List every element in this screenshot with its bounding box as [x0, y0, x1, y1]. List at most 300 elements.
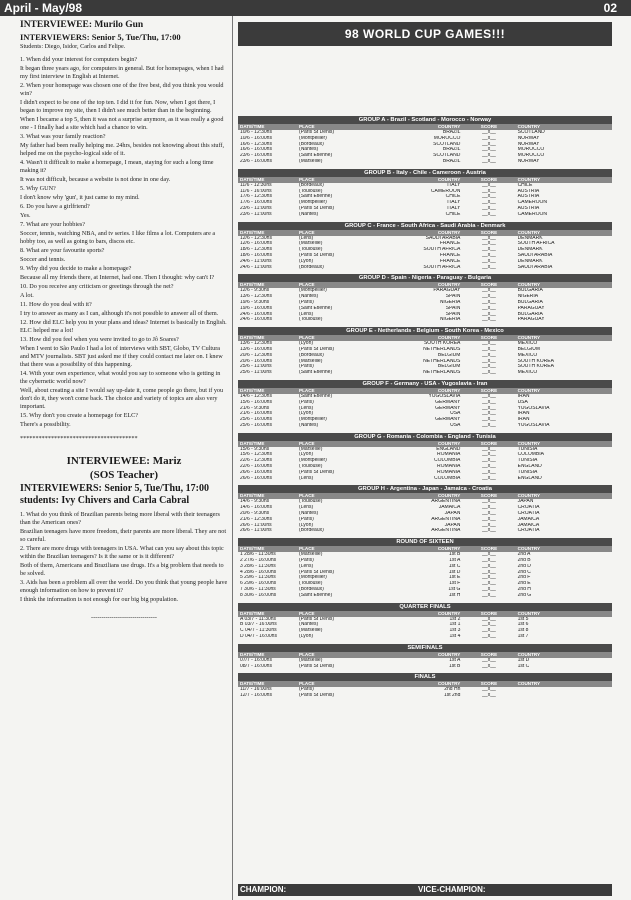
match-cell: 2nd D — [517, 563, 531, 569]
match-cell: 2nd E — [517, 581, 531, 587]
schedule-group — [238, 433, 612, 482]
match-cell: 25/6 - 16:00hs — [240, 422, 272, 428]
match-cell: __x__ — [482, 404, 496, 411]
match-cell: 12/6 - 12:30hs — [240, 235, 272, 241]
match-cell: NIGERIA — [439, 299, 461, 305]
interview1-paragraph: I don't know why 'gun', it just came to my mind. — [20, 194, 140, 201]
match-cell: 1st 4 — [449, 634, 461, 640]
match-cell: AUSTRIA — [517, 205, 540, 211]
match-cell: __x__ — [482, 463, 496, 470]
interview1-paragraph: It began three years ago, for computers in general. But for homepages, when I had my first interview in English at Internet. — [20, 65, 224, 80]
match-cell: COLOMBIA — [517, 452, 544, 458]
match-cell: __x__ — [482, 363, 496, 370]
match-cell: 1st 2nd — [443, 693, 461, 699]
interview1-paragraph: My father had been really helping me. 24hrs, besides not knowing about this stuff, helped me on the psycho-logical side of it. — [20, 142, 225, 157]
match-cell: 23/6 - 16:00hs — [240, 158, 272, 164]
column-header-cell: SCORE — [480, 176, 498, 182]
match-cell: 1st 5 — [517, 616, 529, 622]
interview1-paragraph: Soccer and tennis. — [20, 256, 66, 263]
match-cell: __x__ — [482, 627, 496, 634]
column-header-cell: PLACE — [299, 681, 315, 687]
column-header-cell: COUNTRY — [437, 651, 461, 657]
match-cell: C 04/7 - 11:30hs — [240, 628, 277, 634]
group-title: GROUP E - Netherlands - Belgium - South Korea - Mexico — [238, 327, 612, 335]
match-cell: IRAN — [517, 411, 530, 417]
column-header-cell: DATE/TIME — [240, 493, 265, 499]
match-cell: 25/6 - 11:00hs — [240, 370, 272, 376]
match-cell: (Montpellier) — [299, 288, 327, 294]
match-cell: 1 28/6 - 11:30hs — [240, 552, 276, 558]
match-cell: __x__ — [482, 591, 496, 598]
match-cell: (Paris St Denis) — [299, 130, 335, 135]
match-cell: 1st A — [449, 558, 461, 564]
interview1-paragraph: I didn't expect to be one of the top ten. I did it for fun. Now, when I got there, I began to improve my site, then I didn't see much better than in the beginning. — [20, 99, 216, 114]
match-cell: 24/6 - 16:00hs — [240, 317, 272, 323]
match-cell: SPAIN — [445, 305, 461, 311]
match-cell: 2nd H — [517, 587, 531, 593]
match-cell: NORWAY — [517, 135, 540, 141]
interview2-interviewers: INTERVIEWERS: Senior 5, Tue/Thu, 17:00 students: Ivy Chivers and Carla Cabral — [20, 483, 209, 506]
match-cell: 8 30/6 - 16:00hs — [240, 592, 277, 598]
match-cell: __x__ — [482, 498, 496, 505]
interview1-students: Students: Diego, Isidor, Carlos and Felipe. — [20, 43, 126, 50]
match-cell: (Bordeaux) — [299, 141, 324, 147]
schedule-tables — [238, 116, 612, 699]
match-cell: YUGOSLAVIA — [517, 405, 550, 411]
match-cell: 2nd G — [517, 592, 532, 598]
group-title: GROUP H - Argentina - Japan - Jamaica - Croatia — [238, 485, 612, 493]
group-title: ROUND OF SIXTEEN — [238, 538, 612, 546]
match-cell: SOUTH AFRICA — [517, 241, 555, 247]
match-cell: SPAIN — [445, 311, 461, 317]
match-row — [238, 159, 612, 165]
champion-bar — [238, 884, 612, 896]
match-cell: DENMARK — [517, 235, 543, 241]
column-header-cell: COUNTRY — [437, 282, 461, 288]
match-cell: SOUTH KOREA — [517, 358, 554, 364]
match-cell: (Paris St Denis) — [299, 616, 335, 622]
match-cell: __x__ — [482, 134, 496, 141]
match-cell: __x__ — [482, 568, 496, 575]
match-cell: 19/6 - 9:30hs — [240, 299, 270, 305]
match-cell: SCOTLAND — [517, 130, 545, 135]
interview1-paragraph: A lot. — [20, 292, 34, 299]
match-cell: MOROCCO — [433, 135, 461, 141]
schedule-group — [238, 116, 612, 165]
match-cell: ROMANIA — [437, 464, 461, 470]
match-cell: ENGLAND — [517, 475, 542, 481]
match-cell: TUNISIA — [517, 458, 538, 464]
match-cell: BRAZIL — [442, 147, 461, 153]
match-cell: (Nantes) — [299, 211, 319, 217]
match-cell: 26/6 - 11:00hs — [240, 522, 272, 528]
column-header-cell: SCORE — [480, 546, 498, 552]
match-cell: 26/6 - 11:00hs — [240, 528, 272, 534]
column-header-cell: DATE/TIME — [240, 681, 265, 687]
match-cell: SCOTLAND — [433, 141, 461, 147]
match-cell: 24/6 - 16:00hs — [240, 311, 272, 317]
column-header-cell: SCORE — [480, 387, 498, 393]
group-title: GROUP A - Brazil - Scotland - Morocco - Norway — [238, 116, 612, 124]
page-number: 02 — [603, 1, 617, 15]
match-cell: __x__ — [482, 527, 496, 534]
match-cell: (Nantes) — [299, 294, 319, 300]
column-header-cell: DATE/TIME — [240, 440, 265, 446]
match-cell: (Bordeaux) — [299, 352, 324, 358]
match-cell: 21/6 - 16:00hs — [240, 411, 272, 417]
match-cell: AUSTRIA — [517, 188, 540, 194]
match-cell: __x__ — [482, 586, 496, 593]
column-header-cell: DATE/TIME — [240, 229, 265, 235]
match-cell: __x__ — [482, 287, 496, 294]
match-cell: 7 30/6 - 11:30hs — [240, 587, 276, 593]
match-cell: (Toulouse) — [299, 188, 323, 194]
match-cell: TUNISIA — [517, 469, 538, 475]
match-cell: (Nantes) — [299, 147, 319, 153]
match-row — [238, 476, 612, 482]
section-divider: ************************************** — [20, 435, 138, 442]
match-row — [238, 634, 612, 640]
column-header-cell: DATE/TIME — [240, 546, 265, 552]
interview1-paragraph: It was not difficult, because a website is not done in one day. — [20, 176, 171, 183]
match-cell: (Bordeaux) — [299, 587, 324, 593]
match-cell: (Paris St Denis) — [299, 469, 335, 475]
match-row — [238, 528, 612, 534]
match-cell: __x__ — [482, 656, 496, 663]
match-cell: (Marseille) — [299, 657, 323, 663]
match-cell: 15/6 - 12:30hs — [240, 452, 272, 458]
match-cell: (Paris) — [299, 299, 314, 305]
column-header-cell: SCORE — [480, 229, 498, 235]
interview1-paragraph: 14. With your own experience, what would you say to someone who is getting in the cybernetic world now? — [20, 370, 221, 385]
schedule-group — [238, 327, 612, 376]
match-cell: (Toulouse) — [299, 499, 323, 505]
match-cell: PARAGUAY — [433, 288, 461, 294]
match-cell: SOUTH AFRICA — [423, 264, 461, 270]
match-cell: __x__ — [482, 263, 496, 270]
match-cell: SAUDI ARABIA — [517, 264, 553, 270]
match-cell: 2nd B — [517, 558, 531, 564]
group-title: FINALS — [238, 673, 612, 681]
column-header-cell: COUNTRY — [517, 681, 541, 687]
match-cell: __x__ — [482, 140, 496, 147]
column-header-cell: DATE/TIME — [240, 651, 265, 657]
interview1-paragraph: 5. Why GUN? — [20, 185, 56, 192]
match-cell: __x__ — [482, 316, 496, 323]
match-cell: 1st 2 — [449, 616, 461, 622]
match-cell: __x__ — [482, 392, 496, 399]
match-cell: (Lens) — [299, 563, 314, 569]
match-cell: (Lyon) — [299, 258, 314, 264]
match-cell: 14/6 - 16:00hs — [240, 505, 272, 511]
match-cell: DENMARK — [517, 258, 543, 264]
match-cell: JAPAN — [444, 522, 461, 528]
interviewee-label: INTERVIEWEE: — [20, 20, 92, 30]
match-cell: __x__ — [482, 304, 496, 311]
match-cell: 23/6 - 11:00hs — [240, 211, 272, 217]
interview1-paragraph: 3. What was your family reaction? — [20, 133, 106, 140]
group-title: SEMIFINALS — [238, 644, 612, 652]
column-header-cell: SCORE — [480, 124, 498, 129]
interview1-paragraph: There's a possibility. — [20, 421, 71, 428]
match-cell: (Paris St Denis) — [299, 346, 335, 352]
schedule-group — [238, 673, 612, 699]
match-cell: 1st 1 — [449, 622, 461, 628]
match-cell: (Toulouse) — [299, 464, 323, 470]
match-cell: 26/6 - 16:00hs — [240, 469, 272, 475]
match-cell: MEXICO — [517, 352, 538, 358]
match-cell: (Bordeaux) — [299, 264, 324, 270]
match-cell — [514, 693, 612, 699]
interview1-paragraph: 7. What are your hobbies? — [20, 221, 86, 228]
match-cell: (Paris St Denis) — [299, 252, 335, 258]
match-cell: 08/7 - 16:00hs — [240, 663, 272, 669]
match-cell: CAMEROON — [517, 211, 548, 217]
match-cell: __x__ — [482, 692, 496, 699]
match-cell: 13/6 - 16:00hs — [240, 346, 272, 352]
match-cell: __x__ — [482, 234, 496, 241]
group-title: QUARTER FINALS — [238, 603, 612, 611]
match-cell: 2nd A — [517, 552, 531, 558]
match-cell: ROMANIA — [437, 452, 461, 458]
match-cell: ARGENTINA — [431, 528, 461, 534]
column-header-cell: COUNTRY — [437, 335, 461, 341]
match-cell: JAMAICA — [517, 522, 540, 528]
match-cell: SAUDI ARABIA — [517, 252, 553, 258]
column-header-cell: SCORE — [480, 440, 498, 446]
match-cell: __x__ — [482, 515, 496, 522]
match-cell: __x__ — [482, 445, 496, 452]
match-cell: 20/6 - 16:00hs — [240, 358, 272, 364]
match-cell: GERMANY — [435, 417, 461, 423]
match-cell: (Bordeaux) — [299, 182, 324, 188]
match-cell: JAMAICA — [438, 505, 461, 511]
schedule-group — [238, 485, 612, 534]
match-cell: __x__ — [482, 193, 496, 200]
match-cell: 16/6 - 12:30hs — [240, 141, 272, 147]
match-cell: (Lens) — [299, 235, 314, 241]
interview1-paragraph: Soccer, tennis, watching NBA, and tv series. I like films a lot. Computers are a hobby too, as well as going to bars, discos etc. — [20, 230, 216, 245]
match-cell: 1st C — [448, 563, 461, 569]
match-cell: (Saint Etienne) — [299, 305, 333, 311]
match-cell: 18/6 - 16:00hs — [240, 252, 272, 258]
match-cell: 22/6 - 16:00hs — [240, 464, 272, 470]
column-header-cell: PLACE — [299, 282, 315, 288]
schedule-group — [238, 644, 612, 670]
match-cell: __x__ — [482, 293, 496, 300]
match-cell: 14/6 - 12:30hs — [240, 393, 272, 399]
issue-date: April - May/98 — [4, 1, 83, 15]
match-cell: __x__ — [482, 240, 496, 247]
match-cell: SPAIN — [445, 294, 461, 300]
match-cell: 23/6 - 11:00hs — [240, 205, 272, 211]
match-cell: MEXICO — [517, 370, 538, 376]
match-cell: 25/6 - 16:00hs — [240, 417, 272, 423]
match-cell: __x__ — [482, 246, 496, 253]
schedule-group — [238, 380, 612, 429]
column-header-cell: COUNTRY — [437, 546, 461, 552]
match-cell: 1st E — [448, 575, 461, 581]
match-cell: __x__ — [482, 210, 496, 217]
column-header-cell: COUNTRY — [517, 610, 541, 616]
champion-label: CHAMPION: — [240, 885, 287, 894]
match-cell: (Toulouse) — [299, 317, 323, 323]
column-header-cell: PLACE — [299, 335, 315, 341]
interview1-paragraph: 4. Wasn't it difficult to make a homepage, I mean, staying for such a long time making it? — [20, 159, 214, 174]
interview1-paragraph: 8. What are your favourite sports? — [20, 247, 105, 254]
match-cell: 13/6 - 12:30hs — [240, 294, 272, 300]
column-header-cell: COUNTRY — [437, 229, 461, 235]
match-cell: (Lens) — [299, 505, 314, 511]
match-cell: __x__ — [482, 351, 496, 358]
match-cell: USA — [517, 399, 528, 405]
match-cell: FRANCE — [439, 252, 461, 258]
match-cell: (Lens) — [299, 311, 314, 317]
match-cell: __x__ — [482, 521, 496, 528]
section-divider-2: -------------------------------- — [91, 614, 157, 621]
column-header-cell: SCORE — [480, 610, 498, 616]
group-title: GROUP F - Germany - USA - Yugoslavia - Iran — [238, 380, 612, 388]
match-cell: YUGOSLAVIA — [428, 393, 461, 399]
match-cell: __x__ — [482, 580, 496, 587]
column-header-cell: DATE/TIME — [240, 387, 265, 393]
match-cell: __x__ — [482, 686, 496, 693]
match-cell: SOUTH AFRICA — [423, 247, 461, 253]
match-cell: 11/7 - 16:00hs — [240, 687, 272, 693]
interview1-paragraph: When I became a top 5, then it was not a surprise anymore, as it was really a good one - I finally had a site which had a chance to win. — [20, 116, 224, 131]
match-cell: 5 29/6 - 11:30hs — [240, 575, 276, 581]
match-cell: 1st G — [448, 587, 461, 593]
column-header-cell: COUNTRY — [437, 681, 461, 687]
match-row — [238, 693, 612, 699]
column-header-cell: COUNTRY — [517, 651, 541, 657]
match-cell: 17/6 - 16:00hs — [240, 200, 272, 206]
right-column — [238, 22, 612, 898]
match-cell: 13/6 - 12:30hs — [240, 341, 272, 347]
column-header-cell: SCORE — [480, 493, 498, 499]
match-cell: SOUTH KOREA — [423, 341, 461, 347]
match-cell: __x__ — [482, 357, 496, 364]
group-title: GROUP G - Romania - Colombia - England - Tunisia — [238, 433, 612, 441]
column-header-cell: COUNTRY — [517, 440, 541, 446]
match-cell: 14/6 - 9:30hs — [240, 499, 270, 505]
match-cell: __x__ — [482, 298, 496, 305]
match-cell: BELGIUM — [437, 364, 461, 370]
match-cell: 24/6 - 11:00hs — [240, 264, 272, 270]
match-cell: 07/7 - 16:00hs — [240, 657, 272, 663]
column-header-cell: COUNTRY — [517, 124, 541, 129]
interview2-body — [20, 511, 228, 604]
column-divider — [232, 16, 233, 900]
match-cell: (Marseille) — [299, 158, 323, 164]
column-header-cell: COUNTRY — [517, 229, 541, 235]
interview1-body — [20, 56, 228, 429]
match-cell: __x__ — [482, 633, 496, 640]
column-header-cell: SCORE — [480, 651, 498, 657]
left-column — [20, 20, 228, 896]
match-cell: 19/6 - 16:00hs — [240, 305, 272, 311]
column-header-cell: SCORE — [480, 335, 498, 341]
interviewee-name: Murilo Gun — [94, 20, 144, 30]
match-cell: PARAGUAY — [517, 317, 545, 323]
match-cell: (Paris) — [299, 558, 314, 564]
match-cell: (Lyon) — [299, 452, 314, 458]
match-cell: __x__ — [482, 557, 496, 564]
match-cell: 1st 8 — [517, 628, 529, 634]
interview1-paragraph: 9. Why did you decide to make a homepage? — [20, 265, 132, 272]
match-cell: NETHERLANDS — [423, 370, 461, 376]
match-cell: (Paris St Denis) — [299, 205, 335, 211]
match-cell: 11/6 - 12:30hs — [240, 182, 272, 188]
match-cell: __x__ — [482, 398, 496, 405]
match-cell: 1st C — [517, 663, 530, 669]
interview1-paragraph: Because all my friends there, at Internet, had one. Then I thought: why can't I? — [20, 274, 215, 281]
match-cell: 1st B — [448, 663, 461, 669]
column-header-cell: PLACE — [299, 229, 315, 235]
match-cell: 1st 3 — [449, 628, 461, 634]
match-cell: CAMEROON — [517, 200, 548, 206]
match-cell: (Saint Etienne) — [299, 194, 333, 200]
match-cell: (Saint Etienne) — [299, 592, 333, 598]
interview2-paragraph: 2. There are more drugs with teenagers in USA. What can you say about this topic within the Brazilian teenagers? Is it the same or is it different? — [20, 545, 224, 560]
match-cell: 1st F — [449, 581, 461, 587]
match-cell: (Lyon) — [299, 411, 314, 417]
match-cell: __x__ — [482, 474, 496, 481]
match-cell: (Paris) — [299, 687, 314, 693]
match-cell: BELGIUM — [517, 346, 541, 352]
match-cell: __x__ — [482, 551, 496, 558]
match-cell: (Montpellier) — [299, 200, 327, 206]
match-cell: DENMARK — [517, 247, 543, 253]
match-cell: 16/6 - 16:00hs — [240, 147, 272, 153]
match-cell: (Marseille) — [299, 446, 323, 452]
match-cell: FRANCE — [439, 241, 461, 247]
match-cell: ARGENTINA — [431, 516, 461, 522]
match-cell: A 03/7 - 11:30hs — [240, 616, 277, 622]
match-cell: (Paris St Denis) — [299, 663, 335, 669]
page-header — [0, 0, 631, 16]
interview1-paragraph: When I went to São Paulo I had a lot of interviews with SBT, Globo, TV Cultura and MTV journalists. SBT just asked me if they could contact me later on. I knew that there was a possibility of this happening. — [20, 345, 223, 368]
match-cell: USA — [450, 422, 461, 428]
column-header-cell: COUNTRY — [517, 176, 541, 182]
match-cell: ENGLAND — [517, 464, 542, 470]
match-cell: __x__ — [482, 662, 496, 669]
match-cell: (Montpellier) — [299, 575, 327, 581]
match-cell: 18/6 - 12:30hs — [240, 247, 272, 253]
match-cell: 15/6 - 16:00hs — [240, 399, 272, 405]
match-cell: __x__ — [482, 310, 496, 317]
match-cell: __x__ — [482, 457, 496, 464]
match-cell: (Lens) — [299, 475, 314, 481]
match-row — [238, 265, 612, 271]
match-cell: __x__ — [482, 510, 496, 517]
match-cell: __x__ — [482, 621, 496, 628]
match-cell: NETHERLANDS — [423, 346, 461, 352]
column-header-cell: PLACE — [299, 176, 315, 182]
match-cell: CROATIA — [517, 505, 540, 511]
match-row — [238, 664, 612, 670]
match-cell: MEXICO — [517, 341, 538, 347]
match-cell: __x__ — [482, 146, 496, 153]
interview2-paragraph: 1. What do you think of Brazilian parents being more liberal with their teenagers than the American ones? — [20, 511, 220, 526]
match-cell: 22/6 - 12:30hs — [240, 458, 272, 464]
match-cell: CROATIA — [517, 511, 540, 517]
interview2-paragraph: 3. Aids has been a problem all over the world. Do you think that young people have enough information on how to prevent it? — [20, 579, 228, 594]
match-cell: 21/6 - 9:30hs — [240, 405, 270, 411]
match-cell: __x__ — [482, 562, 496, 569]
match-cell: BULGARIA — [517, 288, 543, 294]
match-cell: CROATIA — [517, 528, 540, 534]
